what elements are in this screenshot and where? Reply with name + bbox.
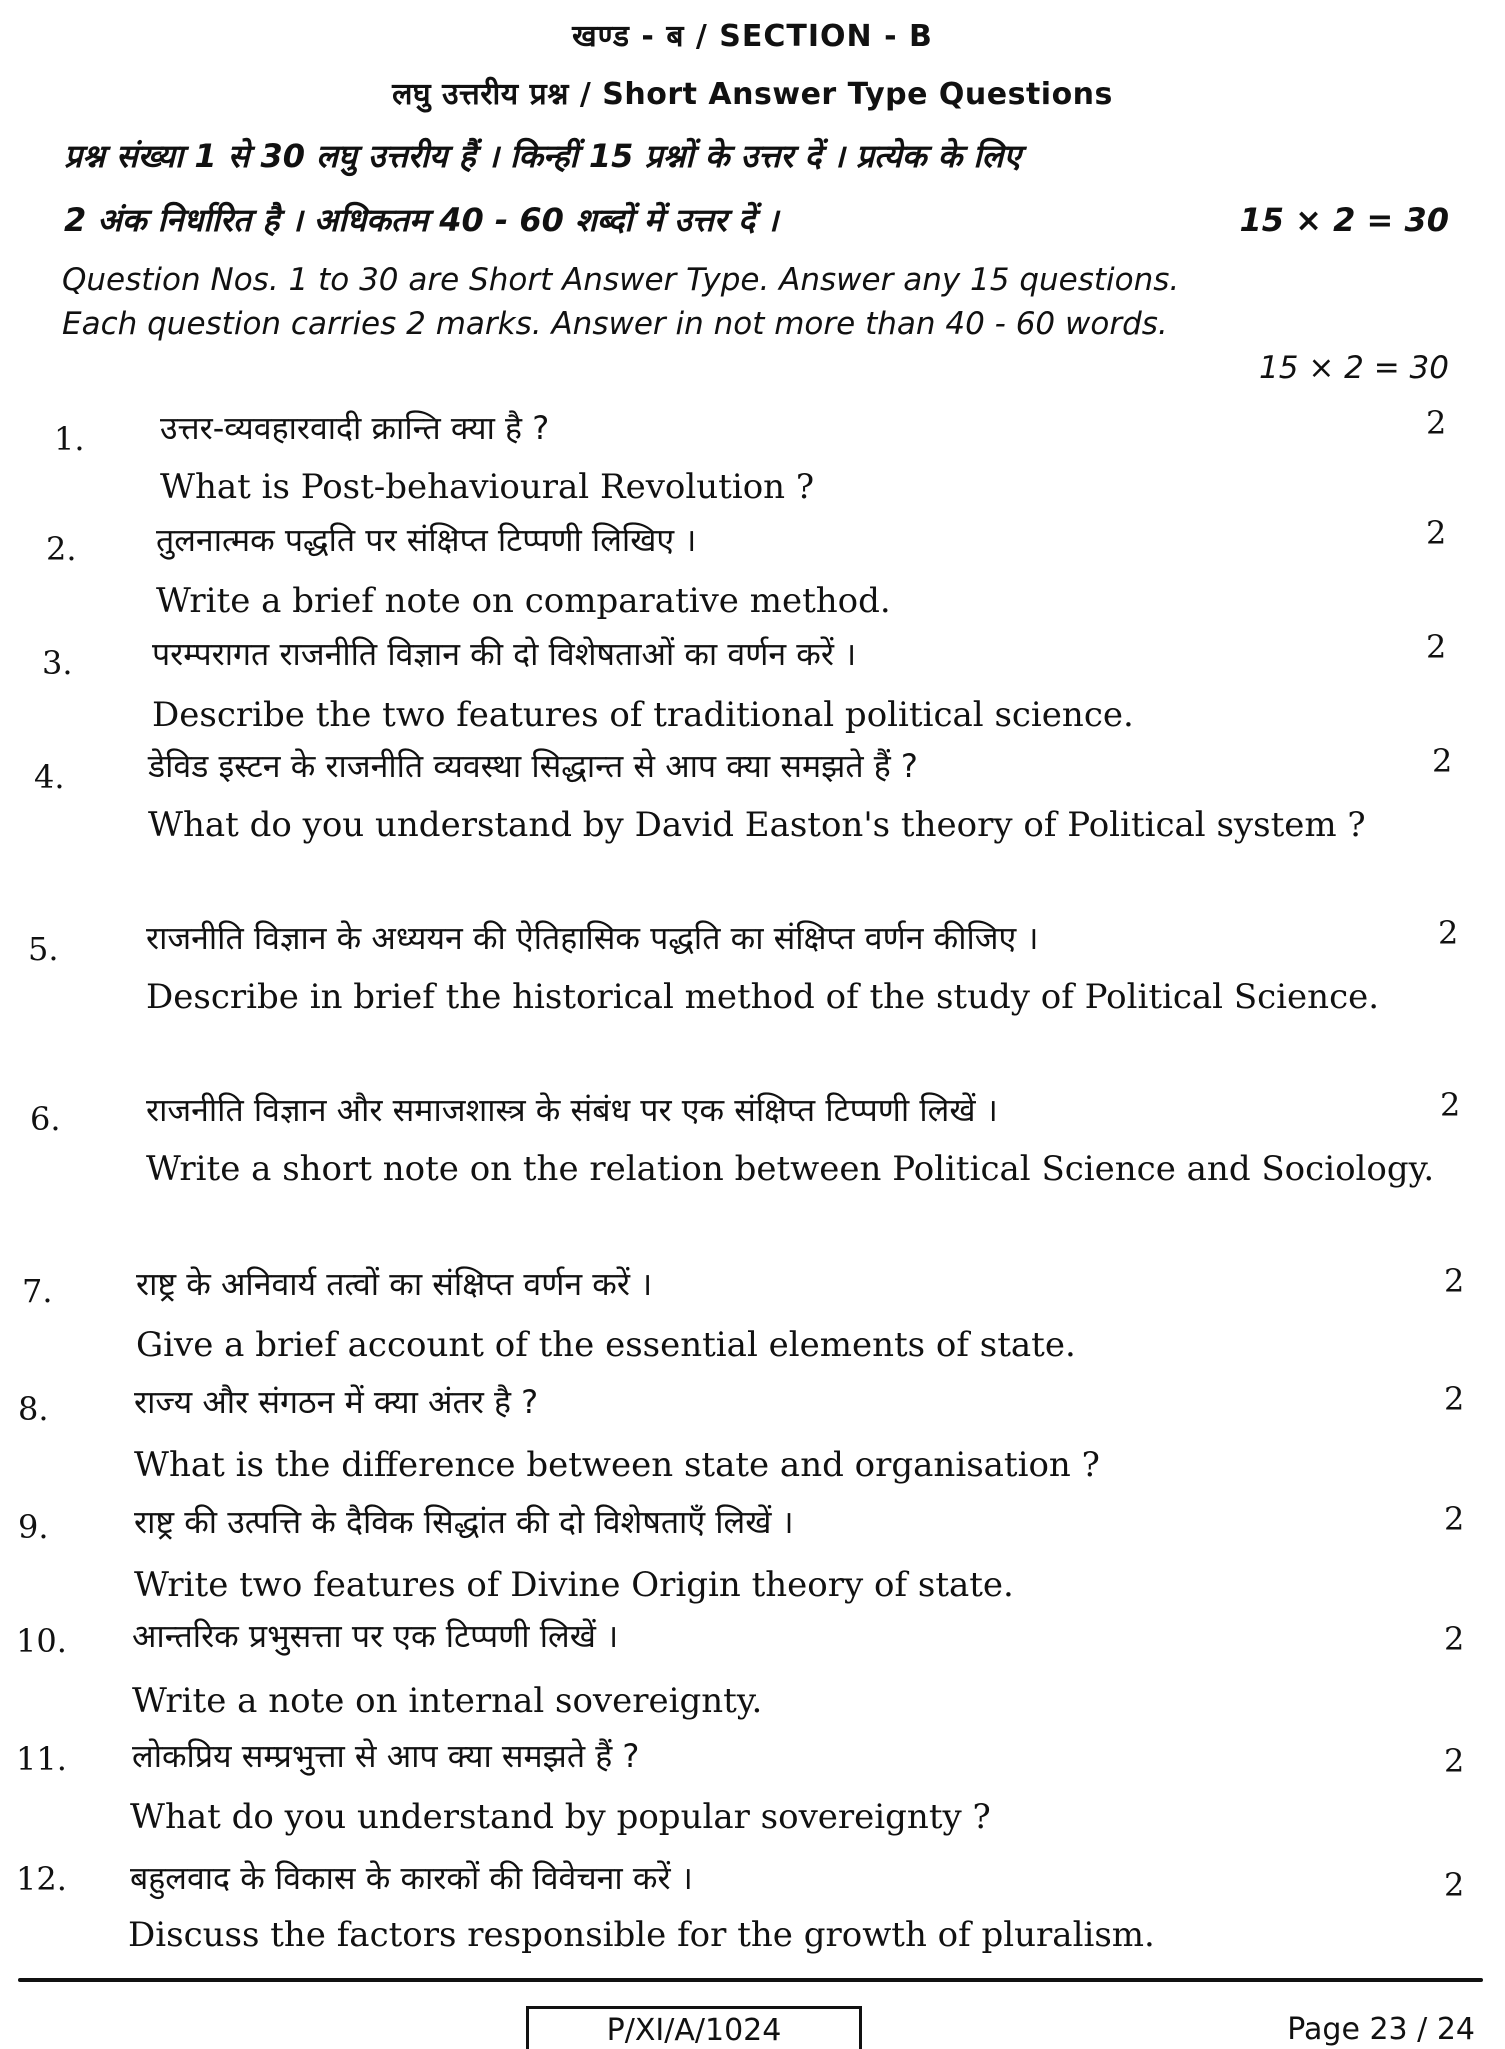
question-hindi: आन्तरिक प्रभुसत्ता पर एक टिप्पणी लिखें ।: [132, 1617, 619, 1655]
question-number: 10.: [16, 1622, 67, 1660]
question-english: Write a short note on the relation between Political Science and Sociology.: [146, 1149, 1435, 1189]
question-number: 5.: [28, 930, 59, 968]
hindi-instruction-line-2: 2 अंक निर्धारित है । अधिकतम 40 - 60 शब्दों में उत्तर दें ।: [64, 201, 779, 239]
question-english: What do you understand by David Easton's theory of Political system ?: [148, 805, 1366, 845]
paper-code-box: P/XI/A/1024: [526, 2006, 862, 2049]
question-marks: 2: [1444, 1866, 1465, 1904]
question-number: 2.: [46, 530, 77, 568]
question-english: Write a note on internal sovereignty.: [132, 1681, 763, 1721]
question-hindi: तुलनात्मक पद्धति पर संक्षिप्त टिप्पणी लिखिए ।: [156, 521, 697, 559]
section-title: खण्ड - ब / SECTION - B: [572, 19, 933, 54]
question-english: Write two features of Divine Origin theory of state.: [134, 1565, 1014, 1605]
question-english: Describe in brief the historical method of the study of Political Science.: [146, 977, 1380, 1017]
question-marks: 2: [1444, 1620, 1465, 1658]
question-hindi: राष्ट्र के अनिवार्य तत्वों का संक्षिप्त वर्णन करें ।: [136, 1265, 653, 1303]
question-marks: 2: [1444, 1262, 1465, 1300]
english-marks-total: 15 × 2 = 30: [1259, 350, 1449, 386]
question-english: What do you understand by popular sovereignty ?: [130, 1797, 991, 1837]
question-marks: 2: [1426, 628, 1447, 666]
question-number: 11.: [16, 1740, 67, 1778]
section-subtitle: लघु उत्तरीय प्रश्न / Short Answer Type Questions: [392, 77, 1113, 112]
question-hindi: लोकप्रिय सम्प्रभुत्ता से आप क्या समझते हैं ?: [132, 1737, 640, 1775]
question-english: Give a brief account of the essential elements of state.: [136, 1325, 1076, 1365]
question-hindi: परम्परागत राजनीति विज्ञान की दो विशेषताओं का वर्णन करें ।: [152, 635, 857, 673]
question-number: 4.: [34, 758, 65, 796]
question-hindi: उत्तर-व्यवहारवादी क्रान्ति क्या है ?: [160, 409, 550, 447]
question-marks: 2: [1440, 1086, 1461, 1124]
english-instruction-line-1: Question Nos. 1 to 30 are Short Answer Type. Answer any 15 questions.: [62, 262, 1180, 298]
page-number: Page 23 / 24: [1287, 2012, 1475, 2047]
english-instruction-line-2: Each question carries 2 marks. Answer in not more than 40 - 60 words.: [62, 306, 1168, 342]
question-marks: 2: [1444, 1500, 1465, 1538]
question-english: What is Post-behavioural Revolution ?: [160, 467, 815, 507]
question-english: Describe the two features of traditional political science.: [152, 695, 1134, 735]
question-hindi: राजनीति विज्ञान के अध्ययन की ऐतिहासिक पद्धति का संक्षिप्त वर्णन कीजिए ।: [146, 919, 1039, 957]
question-english: Write a brief note on comparative method.: [156, 581, 891, 621]
question-number: 9.: [18, 1508, 49, 1546]
question-hindi: डेविड इस्टन के राजनीति व्यवस्था सिद्धान्त से आप क्या समझते हैं ?: [148, 747, 918, 785]
question-hindi: राष्ट्र की उत्पत्ति के दैविक सिद्धांत की दो विशेषताएँ लिखें ।: [134, 1503, 794, 1541]
question-marks: 2: [1444, 1742, 1465, 1780]
question-hindi: राजनीति विज्ञान और समाजशास्त्र के संबंध पर एक संक्षिप्त टिप्पणी लिखें ।: [146, 1091, 998, 1129]
footer-divider: [18, 1978, 1483, 1982]
question-hindi: बहुलवाद के विकास के कारकों की विवेचना करें ।: [130, 1859, 693, 1897]
question-number: 12.: [16, 1860, 67, 1898]
question-number: 8.: [18, 1390, 49, 1428]
hindi-instruction-line-1: प्रश्न संख्या 1 से 30 लघु उत्तरीय हैं । किन्हीं 15 प्रश्नों के उत्तर दें । प्रत्येक के लिए: [64, 137, 1021, 175]
question-marks: 2: [1444, 1380, 1465, 1418]
question-number: 3.: [42, 644, 73, 682]
question-english: What is the difference between state and organisation ?: [134, 1445, 1100, 1485]
question-marks: 2: [1426, 404, 1447, 442]
question-hindi: राज्य और संगठन में क्या अंतर है ?: [134, 1383, 539, 1421]
question-number: 6.: [30, 1100, 61, 1138]
question-marks: 2: [1426, 514, 1447, 552]
english-instructions: [62, 258, 1449, 390]
question-marks: 2: [1438, 914, 1459, 952]
hindi-marks-total: 15 × 2 = 30: [1239, 201, 1449, 239]
hindi-instructions: [64, 124, 1449, 252]
question-number: 7.: [22, 1272, 53, 1310]
question-english: Discuss the factors responsible for the growth of pluralism.: [128, 1915, 1155, 1955]
question-number: 1.: [54, 420, 85, 458]
question-marks: 2: [1432, 742, 1453, 780]
